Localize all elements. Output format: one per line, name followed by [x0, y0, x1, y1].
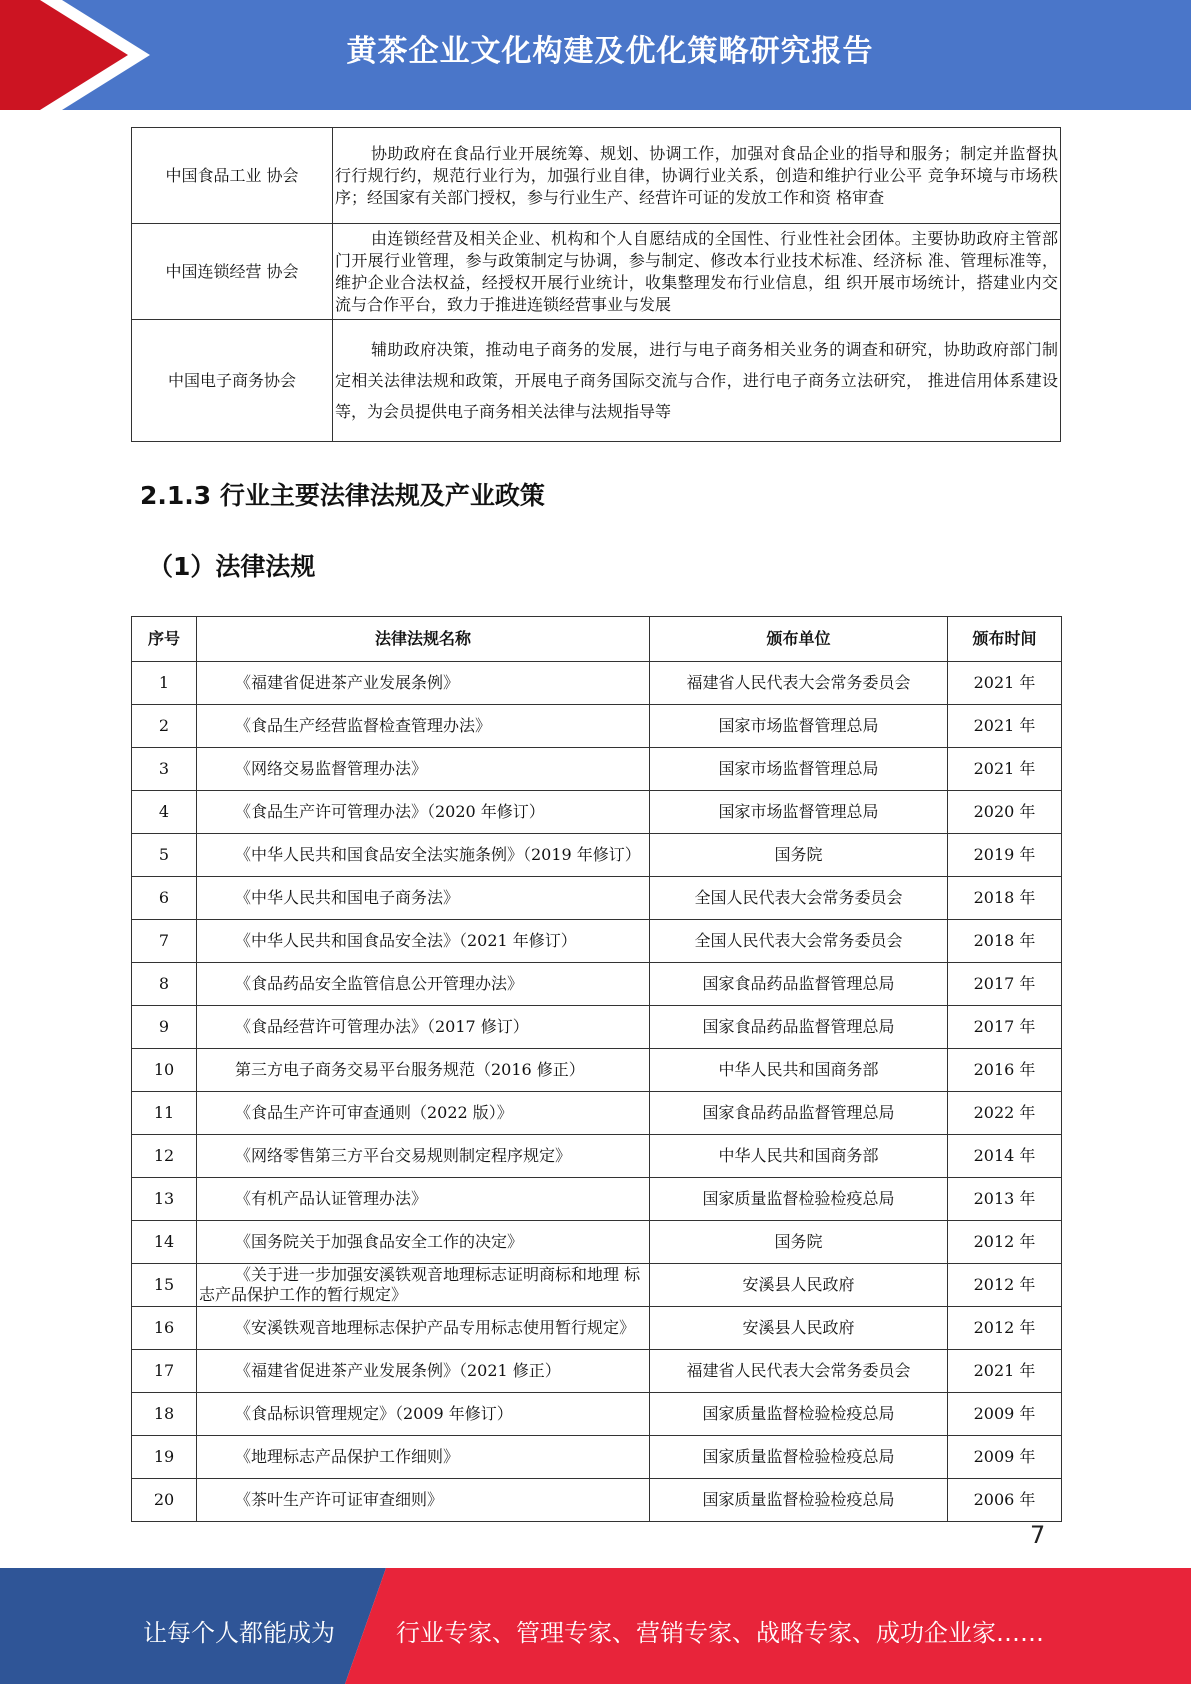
law-index: 4 [132, 791, 197, 834]
law-year: 2012 年 [948, 1307, 1062, 1350]
law-issuer: 国家质量监督检验检疫总局 [650, 1436, 948, 1479]
table-row [132, 320, 1061, 442]
footer-slogan-right: 行业专家、管理专家、营销专家、战略专家、成功企业家…… [396, 1619, 1044, 1647]
law-name: 《食品经营许可管理办法》（2017 修订） [197, 1006, 650, 1049]
association-desc: 协助政府在食品行业开展统筹、规划、协调工作，加强对食品企业的指导和服务；制定并监督执行行规行约，规范行业行为，加强行业自律，协调行业关系，创造和维护行业公平 竞争环境与市场秩序；经国家有关部门授权，参与行业生产、经营许可证的发放工作和资 格审查 [333, 128, 1061, 224]
law-index: 14 [132, 1221, 197, 1264]
law-year: 2020 年 [948, 791, 1062, 834]
column-header-name: 法律法规名称 [197, 617, 650, 662]
law-index: 2 [132, 705, 197, 748]
law-year: 2013 年 [948, 1178, 1062, 1221]
table-row [132, 1135, 1062, 1178]
law-index: 18 [132, 1393, 197, 1436]
law-issuer: 全国人民代表大会常务委员会 [650, 877, 948, 920]
footer-slogan-left: 让每个人都能成为 [143, 1619, 335, 1647]
law-index: 20 [132, 1479, 197, 1522]
table-row [132, 1307, 1062, 1350]
law-name: 《食品药品安全监管信息公开管理办法》 [197, 963, 650, 1006]
law-issuer: 安溪县人民政府 [650, 1264, 948, 1307]
table-row [132, 1221, 1062, 1264]
table-row [132, 1436, 1062, 1479]
section-heading: 2.1.3 行业主要法律法规及产业政策 [140, 481, 545, 510]
law-name: 《中华人民共和国电子商务法》 [197, 877, 650, 920]
law-name: 《食品生产许可管理办法》（2020 年修订） [197, 791, 650, 834]
table-row [132, 224, 1061, 320]
table-row [132, 748, 1062, 791]
law-issuer: 国务院 [650, 834, 948, 877]
law-name: 《茶叶生产许可证审查细则》 [197, 1479, 650, 1522]
association-name: 中国食品工业 协会 [132, 128, 333, 224]
law-issuer: 国家质量监督检验检疫总局 [650, 1178, 948, 1221]
table-row [132, 1393, 1062, 1436]
law-issuer: 国家市场监督管理总局 [650, 791, 948, 834]
law-issuer: 福建省人民代表大会常务委员会 [650, 1350, 948, 1393]
law-issuer: 国家市场监督管理总局 [650, 748, 948, 791]
law-issuer: 国家市场监督管理总局 [650, 705, 948, 748]
law-index: 17 [132, 1350, 197, 1393]
law-year: 2012 年 [948, 1264, 1062, 1307]
law-year: 2018 年 [948, 877, 1062, 920]
report-title: 黄茶企业文化构建及优化策略研究报告 [346, 34, 874, 69]
law-name: 《中华人民共和国食品安全法实施条例》（2019 年修订） [197, 834, 650, 877]
table-row [132, 1350, 1062, 1393]
association-desc: 辅助政府决策，推动电子商务的发展，进行与电子商务相关业务的调查和研究，协助政府部门制定相关法律法规和政策，开展电子商务国际交流与合作，进行电子商务立法研究， 推进信用体系建设等，为会员提供电子商务相关法律与法规指导等 [333, 320, 1061, 442]
law-index: 5 [132, 834, 197, 877]
law-year: 2006 年 [948, 1479, 1062, 1522]
law-issuer: 全国人民代表大会常务委员会 [650, 920, 948, 963]
header-arrow-icon [0, 0, 160, 110]
table-row [132, 963, 1062, 1006]
laws-table [131, 616, 1062, 1522]
page-number: 7 [1030, 1521, 1046, 1549]
law-year: 2017 年 [948, 1006, 1062, 1049]
law-issuer: 福建省人民代表大会常务委员会 [650, 662, 948, 705]
law-issuer: 国务院 [650, 1221, 948, 1264]
table-row [132, 920, 1062, 963]
law-issuer: 国家食品药品监督管理总局 [650, 1092, 948, 1135]
law-year: 2017 年 [948, 963, 1062, 1006]
table-row [132, 128, 1061, 224]
law-index: 10 [132, 1049, 197, 1092]
law-name: 《关于进一步加强安溪铁观音地理标志证明商标和地理 标志产品保护工作的暂行规定》 [197, 1264, 650, 1307]
law-index: 6 [132, 877, 197, 920]
table-row [132, 1264, 1062, 1307]
law-index: 19 [132, 1436, 197, 1479]
law-issuer: 中华人民共和国商务部 [650, 1135, 948, 1178]
column-header-index: 序号 [132, 617, 197, 662]
law-name: 《福建省促进茶产业发展条例》（2021 修正） [197, 1350, 650, 1393]
page-footer [0, 1568, 1191, 1684]
column-header-year: 颁布时间 [948, 617, 1062, 662]
law-issuer: 国家食品药品监督管理总局 [650, 1006, 948, 1049]
law-index: 16 [132, 1307, 197, 1350]
law-index: 7 [132, 920, 197, 963]
law-year: 2021 年 [948, 1350, 1062, 1393]
table-row [132, 791, 1062, 834]
table-row [132, 1006, 1062, 1049]
table-row [132, 834, 1062, 877]
law-year: 2021 年 [948, 748, 1062, 791]
page-header [0, 0, 1191, 110]
table-row [132, 877, 1062, 920]
law-name: 《网络交易监督管理办法》 [197, 748, 650, 791]
table-row [132, 662, 1062, 705]
law-year: 2014 年 [948, 1135, 1062, 1178]
law-index: 9 [132, 1006, 197, 1049]
law-issuer: 安溪县人民政府 [650, 1307, 948, 1350]
column-header-issuer: 颁布单位 [650, 617, 948, 662]
law-issuer: 国家质量监督检验检疫总局 [650, 1393, 948, 1436]
table-row [132, 1178, 1062, 1221]
table-row [132, 1092, 1062, 1135]
laws-table-body [132, 662, 1062, 1522]
law-index: 1 [132, 662, 197, 705]
law-name: 《有机产品认证管理办法》 [197, 1178, 650, 1221]
law-year: 2016 年 [948, 1049, 1062, 1092]
law-name: 《网络零售第三方平台交易规则制定程序规定》 [197, 1135, 650, 1178]
association-desc: 由连锁经营及相关企业、机构和个人自愿结成的全国性、行业性社会团体。主要协助政府主管部门开展行业管理，参与政策制定与协调，参与制定、修改本行业技术标准、经济标 准、管理标准等，维护企业合法权益，经授权开展行业统计，收集整理发布行业信息，组 织开展市场统计，搭建业内交流与合作平台，致力于推进连锁经营事业与发展 [333, 224, 1061, 320]
law-name: 《地理标志产品保护工作细则》 [197, 1436, 650, 1479]
law-index: 3 [132, 748, 197, 791]
law-issuer: 国家食品药品监督管理总局 [650, 963, 948, 1006]
law-index: 13 [132, 1178, 197, 1221]
table-row [132, 705, 1062, 748]
law-name: 《国务院关于加强食品安全工作的决定》 [197, 1221, 650, 1264]
law-year: 2021 年 [948, 705, 1062, 748]
subsection-heading: （1）法律法规 [148, 552, 316, 581]
law-index: 15 [132, 1264, 197, 1307]
law-index: 11 [132, 1092, 197, 1135]
associations-table [131, 127, 1061, 442]
law-index: 8 [132, 963, 197, 1006]
law-index: 12 [132, 1135, 197, 1178]
law-year: 2022 年 [948, 1092, 1062, 1135]
law-year: 2009 年 [948, 1436, 1062, 1479]
law-year: 2012 年 [948, 1221, 1062, 1264]
law-issuer: 国家质量监督检验检疫总局 [650, 1479, 948, 1522]
law-year: 2021 年 [948, 662, 1062, 705]
law-name: 《安溪铁观音地理标志保护产品专用标志使用暂行规定》 [197, 1307, 650, 1350]
table-header-row [132, 617, 1062, 662]
table-row [132, 1049, 1062, 1092]
law-issuer: 中华人民共和国商务部 [650, 1049, 948, 1092]
law-year: 2009 年 [948, 1393, 1062, 1436]
law-year: 2018 年 [948, 920, 1062, 963]
law-year: 2019 年 [948, 834, 1062, 877]
law-name: 《食品生产许可审查通则（2022 版）》 [197, 1092, 650, 1135]
law-name: 《食品标识管理规定》（2009 年修订） [197, 1393, 650, 1436]
association-name: 中国电子商务协会 [132, 320, 333, 442]
association-name: 中国连锁经营 协会 [132, 224, 333, 320]
law-name: 《中华人民共和国食品安全法》（2021 年修订） [197, 920, 650, 963]
table-row [132, 1479, 1062, 1522]
law-name: 《食品生产经营监督检查管理办法》 [197, 705, 650, 748]
law-name: 第三方电子商务交易平台服务规范（2016 修正） [197, 1049, 650, 1092]
law-name: 《福建省促进茶产业发展条例》 [197, 662, 650, 705]
